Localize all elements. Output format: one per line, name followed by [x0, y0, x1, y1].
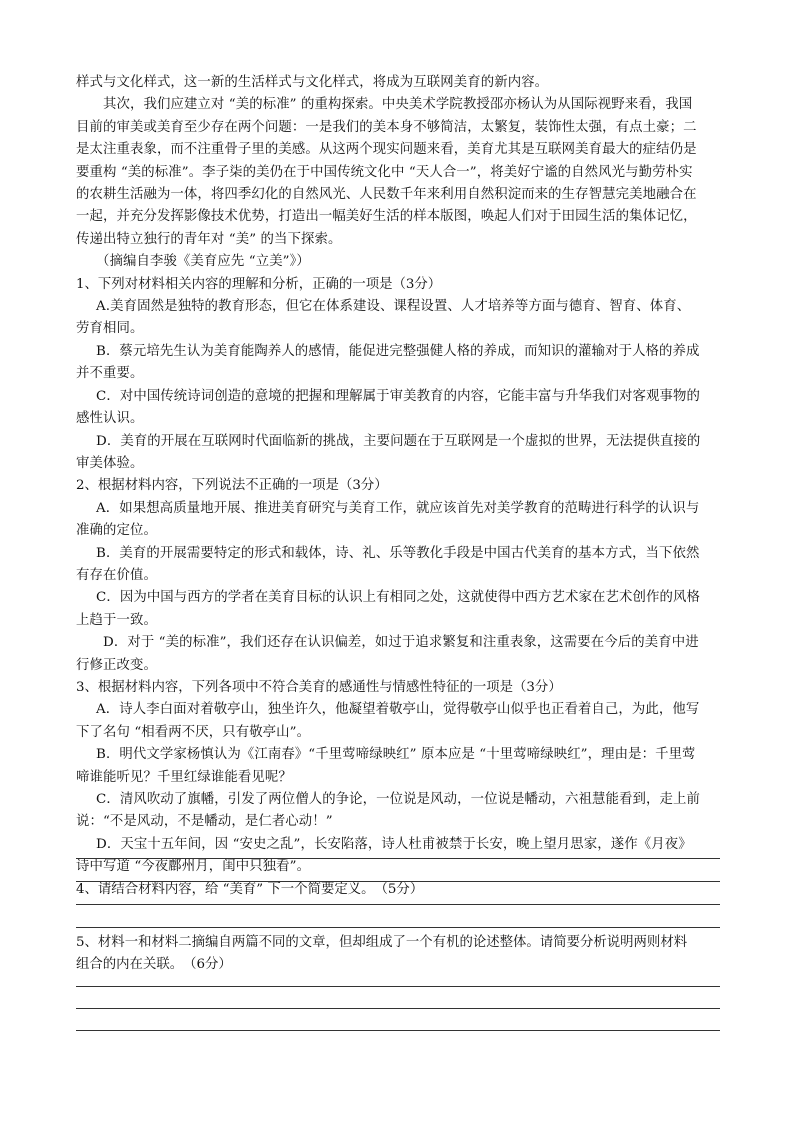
question-stem: 3、根据材料内容，下列各项中不符合美育的感通性与情感性特征的一项是（3分） — [76, 679, 562, 695]
question-stem: 组合的内在关联。 （6分） — [76, 957, 232, 973]
passage-line: 样式与文化样式，这一新的生活样式与文化样式，将成为互联网美育的新内容。 — [76, 75, 549, 90]
passage-line: 传递出特立独行的青年对 “美” 的当下探索。 — [76, 231, 342, 247]
passage-line: 其次，我们应建立对 “美的标准” 的重构探索。中央美术学院教授邵亦杨认为从国际视野来看，我国 — [103, 97, 693, 113]
answer-line[interactable] — [76, 881, 720, 882]
option-line: 准确的定位。 — [76, 523, 157, 539]
option-line: 有存在价值。 — [76, 567, 157, 583]
option-line: A．诗人李白面对着敬亭山，独坐许久，他凝望着敬亭山，觉得敬亭山似乎也正看着自己，为此，他写 — [96, 702, 700, 718]
question-stem: 4、请结合材料内容，给 “美育” 下一个简要定义。 （5分） — [76, 881, 424, 897]
passage-line: 要重构 “美的标准”。李子柒的美仍在于中国传统文化中 “天人合一”，将美好宁谧的自然风光与勤劳朴实 — [76, 164, 693, 180]
option-line: B．明代文学家杨慎认为《江南春》“千里莺啼绿映红” 原本应是 “十里莺啼绿映红”，理由是：千里莺 — [96, 747, 696, 763]
option-line: 诗中写道 “今夜鄜州月，闺中只独看”。 — [76, 859, 311, 875]
option-line: 并不重要。 — [76, 366, 144, 382]
option-line: C．对中国传统诗词创造的意境的把握和理解属于审美教育的内容，它能丰富与升华我们对客观事物的 — [96, 388, 700, 404]
option-line: D．美育的开展在互联网时代面临新的挑战，主要问题在于互联网是一个虚拟的世界，无法提供直接的 — [96, 433, 701, 449]
option-line: 感性认识。 — [76, 411, 144, 427]
option-line: 行修正改变。 — [76, 657, 157, 673]
question-stem: 1、下列对材料相关内容的理解和分析，正确的一项是（3分） — [76, 276, 442, 292]
passage-line: 的农耕生活融为一体，将四季幻化的自然风光、人民数千年来利用自然积淀而来的生存智慧完美地融合在 — [76, 187, 697, 203]
passage-line: 一起，并充分发挥影像技术优势，打造出一幅美好生活的样本版图，唤起人们对于田园生活的集体记忆， — [76, 209, 697, 225]
answer-line[interactable] — [76, 927, 720, 928]
option-line: D．天宝十五年间，因 “安史之乱”，长安陷落，诗人杜甫被禁于长安，晚上望月思家，遂作《月夜》 — [96, 836, 692, 852]
option-line: C．因为中国与西方的学者在美育目标的认识上有相同之处，这就使得中西方艺术家在艺术创作的风格 — [96, 590, 700, 606]
exam-page — [76, 72, 720, 901]
option-line: A.美育固然是独特的教育形态，但它在体系建设、课程设置、人才培养等方面与德育、智育、体育、 — [96, 299, 691, 315]
question-5 — [76, 932, 720, 977]
passage-line: 目前的审美或美育至少存在两个问题：一是我们的美本身不够简洁，太繁复，装饰性太强，有点土豪；二 — [76, 119, 697, 135]
answer-line[interactable] — [76, 1030, 720, 1031]
option-line: 上趋于一致。 — [76, 612, 157, 628]
option-line: 啼谁能听见？千里红绿谁能看见呢？ — [76, 769, 292, 785]
option-line: 劳育相同。 — [76, 321, 144, 337]
option-line: B．美育的开展需要特定的形式和载体，诗、礼、乐等教化手段是中国古代美育的基本方式，当下依然 — [96, 545, 700, 561]
answer-area-q5[interactable] — [76, 986, 720, 1031]
answer-line[interactable] — [76, 904, 720, 905]
option-line: 说：“不是风动，不是幡动，是仁者心动！” — [76, 814, 333, 830]
option-line: 下了名句 “相看两不厌，只有敬亭山”。 — [76, 724, 311, 740]
option-line: D．对于 “美的标准”，我们还存在认识偏差，如过于追求繁复和注重表象，这需要在今后的美育中进 — [103, 635, 699, 651]
passage-source: （摘编自李骏《美育应先 “立美”》） — [96, 254, 310, 270]
option-line: B．蔡元培先生认为美育能陶养人的感情，能促进完整强健人格的养成，而知识的灌输对于人格的养成 — [96, 343, 700, 359]
option-line: C．清风吹动了旗幡，引发了两位僧人的争论，一位说是风动，一位说是幡动，六祖慧能看到，走上前 — [96, 792, 700, 807]
option-line: 审美体验。 — [76, 455, 144, 471]
answer-line[interactable] — [76, 858, 720, 859]
answer-line[interactable] — [76, 1008, 720, 1009]
answer-area-q4[interactable] — [76, 858, 720, 928]
question-stem: 5、材料一和材料二摘编自两篇不同的文章，但却组成了一个有机的论述整体。请简要分析说明两则材料 — [76, 935, 688, 950]
option-line: A．如果想高质量地开展、推进美育研究与美育工作，就应该首先对美学教育的范畴进行科学的认识与 — [96, 500, 700, 516]
answer-line[interactable] — [76, 986, 720, 987]
passage-line: 是太注重表象，而不注重骨子里的美感。从这两个现实问题来看，美育尤其是互联网美育最大的症结仍是 — [76, 142, 697, 158]
question-stem: 2、根据材料内容，下列说法不正确的一项是（3分） — [76, 478, 388, 494]
